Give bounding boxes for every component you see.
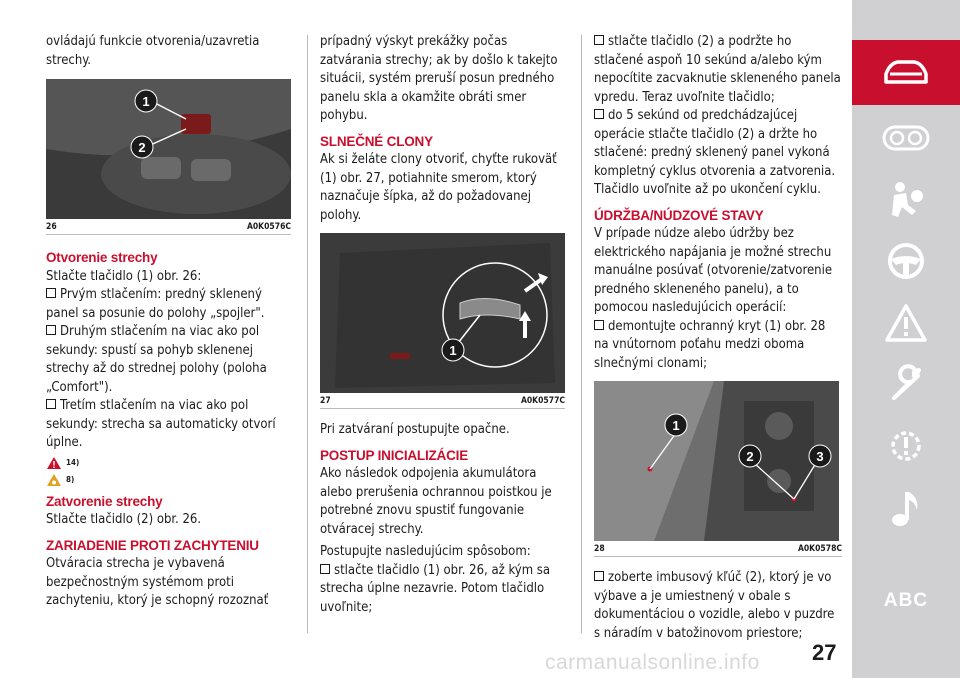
checkbox-bullet-icon xyxy=(320,564,330,574)
warning-triangle-icon xyxy=(884,303,928,343)
checkbox-bullet-icon xyxy=(46,325,56,335)
figure-28-caption xyxy=(594,541,842,557)
close-instruction: Stlačte tlačidlo (2) obr. 26. xyxy=(46,512,202,527)
column-1 xyxy=(46,0,291,611)
caution-triangle-icon xyxy=(46,473,62,487)
figure-27 xyxy=(320,233,565,393)
figure-code: A0K0578C xyxy=(797,544,842,554)
figure-27-callout-1: 1 xyxy=(449,343,457,358)
steering-wheel-icon xyxy=(886,241,926,281)
intro-text: ovládajú funkcie otvorenia/uzavretia strechy. xyxy=(46,34,260,68)
figure-28-callout-1: 1 xyxy=(672,418,680,433)
airbag-safety-icon xyxy=(886,179,926,219)
list-item: Prvým stlačením: predný sklenený panel sa posunie do polohy „spojler". xyxy=(46,287,265,321)
list-item: do 5 sekúnd od predchádzajúcej operácie stlačte tlačidlo (2) a držte ho stlačené: predný sklenený panel vykoná kompletný cyklus otvorenia a zatvorenia. Tlačidlo uvoľnite až po ukončení cyklu. xyxy=(594,108,836,197)
tab-driving[interactable] xyxy=(852,230,960,292)
figure-28-callout-2: 2 xyxy=(746,449,754,464)
figure-26-caption xyxy=(46,219,291,235)
maintenance-text: V prípade núdze alebo údržby bez elektrického napájania je možné strechu manuálne posúvať (otvorenie/zatvorenie predného skleneného panelu), a to pomocou nasledujúcich operácií: xyxy=(594,226,833,315)
wrench-icon xyxy=(886,364,926,404)
tab-index[interactable] xyxy=(852,570,960,632)
figure-28 xyxy=(594,381,839,541)
heading-roof-close: Zatvorenie strechy xyxy=(46,493,163,509)
warning-reference: 14) xyxy=(46,456,291,470)
initialization-text: Ako následok odpojenia akumulátora alebo prerušenia ochrannou poistkou je potrebné znovu spustiť fungovanie otváracej strechy. xyxy=(320,466,552,537)
roof-console-image xyxy=(46,79,291,219)
figure-number: 27 xyxy=(320,396,331,406)
heading-maintenance: ÚDRŽBA/NÚDZOVÉ STAVY xyxy=(594,207,764,223)
tab-multimedia[interactable] xyxy=(852,477,960,539)
procedure-intro: Postupujte nasledujúcim spôsobom: xyxy=(320,544,531,559)
figure-28-callout-3: 3 xyxy=(816,449,824,464)
index-label: ABC xyxy=(883,590,929,611)
list-item: zoberte imbusový kľúč (2), ktorý je vo výbave a je umiestnený v obale s dokumentáciou o vozidle, alebo v puzdre s náradím v batožinovom priestore; xyxy=(594,570,835,641)
caution-reference: 8) xyxy=(46,473,291,487)
checkbox-bullet-icon xyxy=(594,571,604,581)
figure-code: A0K0576C xyxy=(246,222,291,232)
open-instruction: Stlačte tlačidlo (1) obr. 26: xyxy=(46,268,202,284)
heading-anti-pinch: ZARIADENIE PROTI ZACHYTENIU xyxy=(46,537,259,553)
gear-info-icon xyxy=(886,426,926,466)
list-item: demontujte ochranný kryt (1) obr. 28 na vnútornom poťahu medzi oboma slnečnými clonami; xyxy=(594,318,826,371)
list-item: Tretím stlačením na viac ako pol sekundy: strecha sa automaticky otvorí úplne. xyxy=(46,398,276,450)
checkbox-bullet-icon xyxy=(46,288,56,298)
figure-number: 28 xyxy=(594,544,605,554)
figure-26-callout-1: 1 xyxy=(142,94,150,109)
figure-26-callout-2: 2 xyxy=(138,140,146,155)
heading-roof-open: Otvorenie strechy xyxy=(46,250,158,265)
headliner-cover-image xyxy=(594,381,839,541)
figure-27-caption xyxy=(320,393,565,409)
chapter-sidebar xyxy=(852,0,960,678)
tab-instruments[interactable] xyxy=(852,107,960,169)
sunshade-handle-image xyxy=(320,233,565,393)
column-2 xyxy=(320,0,565,617)
sunshade-text: Ak si želáte clony otvoriť, chyťte rukoväť (1) obr. 27, potiahnite smerom, ktorý naznačuje šípka, až do požadovanej polohy. xyxy=(320,152,557,223)
column-divider xyxy=(307,35,308,633)
heading-initialization: POSTUP INICIALIZÁCIE xyxy=(320,447,469,463)
figure-number: 26 xyxy=(46,222,57,232)
heading-sunshades: SLNEČNÉ CLONY xyxy=(320,133,433,149)
checkbox-bullet-icon xyxy=(594,35,604,45)
dashboard-gauges-icon xyxy=(882,125,930,151)
tab-technical-data[interactable] xyxy=(852,415,960,477)
tab-maintenance[interactable] xyxy=(852,353,960,415)
figure-26 xyxy=(46,79,291,219)
watermark: carmanualsonline.info xyxy=(545,651,760,674)
warning-triangle-icon xyxy=(46,456,62,470)
column-3 xyxy=(594,0,842,643)
list-item: stlačte tlačidlo (2) a podržte ho stlačené aspoň 10 sekúnd a/alebo kým nepocítite zacvaknutie skleneného panela vpredu. Teraz uvoľnite tlačidlo; xyxy=(594,34,841,105)
page-number: 27 xyxy=(812,640,837,665)
music-note-icon xyxy=(889,488,923,528)
checkbox-bullet-icon xyxy=(594,109,604,119)
tab-emergency[interactable] xyxy=(852,292,960,354)
figure-code: A0K0577C xyxy=(520,396,565,406)
anti-pinch-text: Otváracia strecha je vybavená bezpečnostným systémom proti zachyteniu, ktorý je schopný rozoznať xyxy=(46,556,269,608)
tab-car[interactable] xyxy=(852,40,960,105)
list-item: stlačte tlačidlo (1) obr. 26, až kým sa strecha úplne nezavrie. Potom tlačidlo uvoľnite; xyxy=(320,562,551,615)
column-divider xyxy=(581,35,582,633)
closing-text: Pri zatváraní postupujte opačne. xyxy=(320,422,510,437)
list-item: Druhým stlačením na viac ako pol sekundy: spustí sa pohyb sklenenej strechy až do strednej polohy (poloha „Comfort"). xyxy=(46,324,267,395)
car-icon xyxy=(880,58,932,88)
checkbox-bullet-icon xyxy=(46,399,56,409)
checkbox-bullet-icon xyxy=(594,320,604,330)
continued-text: prípadný výskyt prekážky počas zatvárania strechy; ak by došlo k takejto situácii, systém preruší posun predného panelu skla a okamžite obráti smer pohybu. xyxy=(320,34,558,123)
tab-safety[interactable] xyxy=(852,168,960,230)
